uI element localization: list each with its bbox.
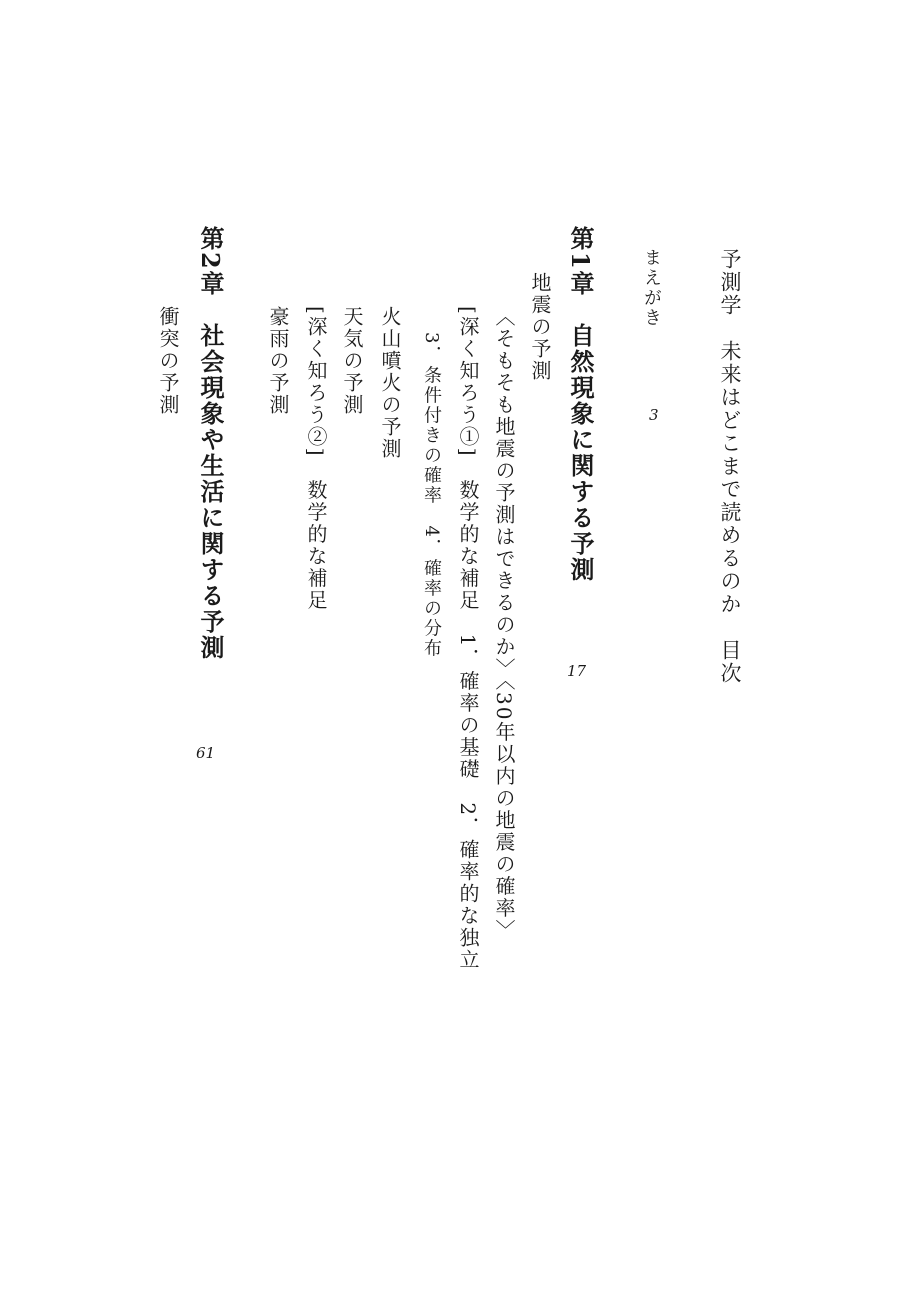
toc-entry-weather[interactable]: 天気の予測	[340, 306, 364, 416]
toc-preface-page: 3	[649, 406, 659, 424]
toc-preface-label[interactable]: まえがき	[641, 248, 662, 328]
chapter1-page: 17	[567, 662, 587, 680]
toc-entry-volcano[interactable]: 火山噴火の予測	[378, 306, 402, 460]
toc-entry-earthquake-sub[interactable]: 〈そもそも地震の予測はできるのか〉〈30年以内の地震の確率〉	[492, 306, 516, 942]
chapter1-heading[interactable]: 第1章 自然現象に関する予測	[566, 226, 595, 583]
toc-entry-deep-dive-1[interactable]: [深く知ろう①] 数学的な補足 1．確率の基礎 2．確率的な独立	[456, 306, 480, 972]
chapter2-heading[interactable]: 第2章 社会現象や生活に関する予測	[196, 226, 225, 661]
toc-entry-collision[interactable]: 衝突の予測	[156, 306, 180, 416]
toc-entry-deep-dive-1-cont[interactable]: 3．条件付きの確率 4．確率の分布	[421, 332, 442, 659]
chapter2-page: 61	[196, 744, 216, 762]
book-title: 予測学 未来はどこまで読めるのか 目次	[718, 248, 742, 685]
toc-entry-heavy-rain[interactable]: 豪雨の予測	[266, 306, 290, 416]
toc-entry-earthquake[interactable]: 地震の予測	[528, 272, 552, 382]
toc-entry-deep-dive-2[interactable]: [深く知ろう②] 数学的な補足	[304, 306, 328, 612]
